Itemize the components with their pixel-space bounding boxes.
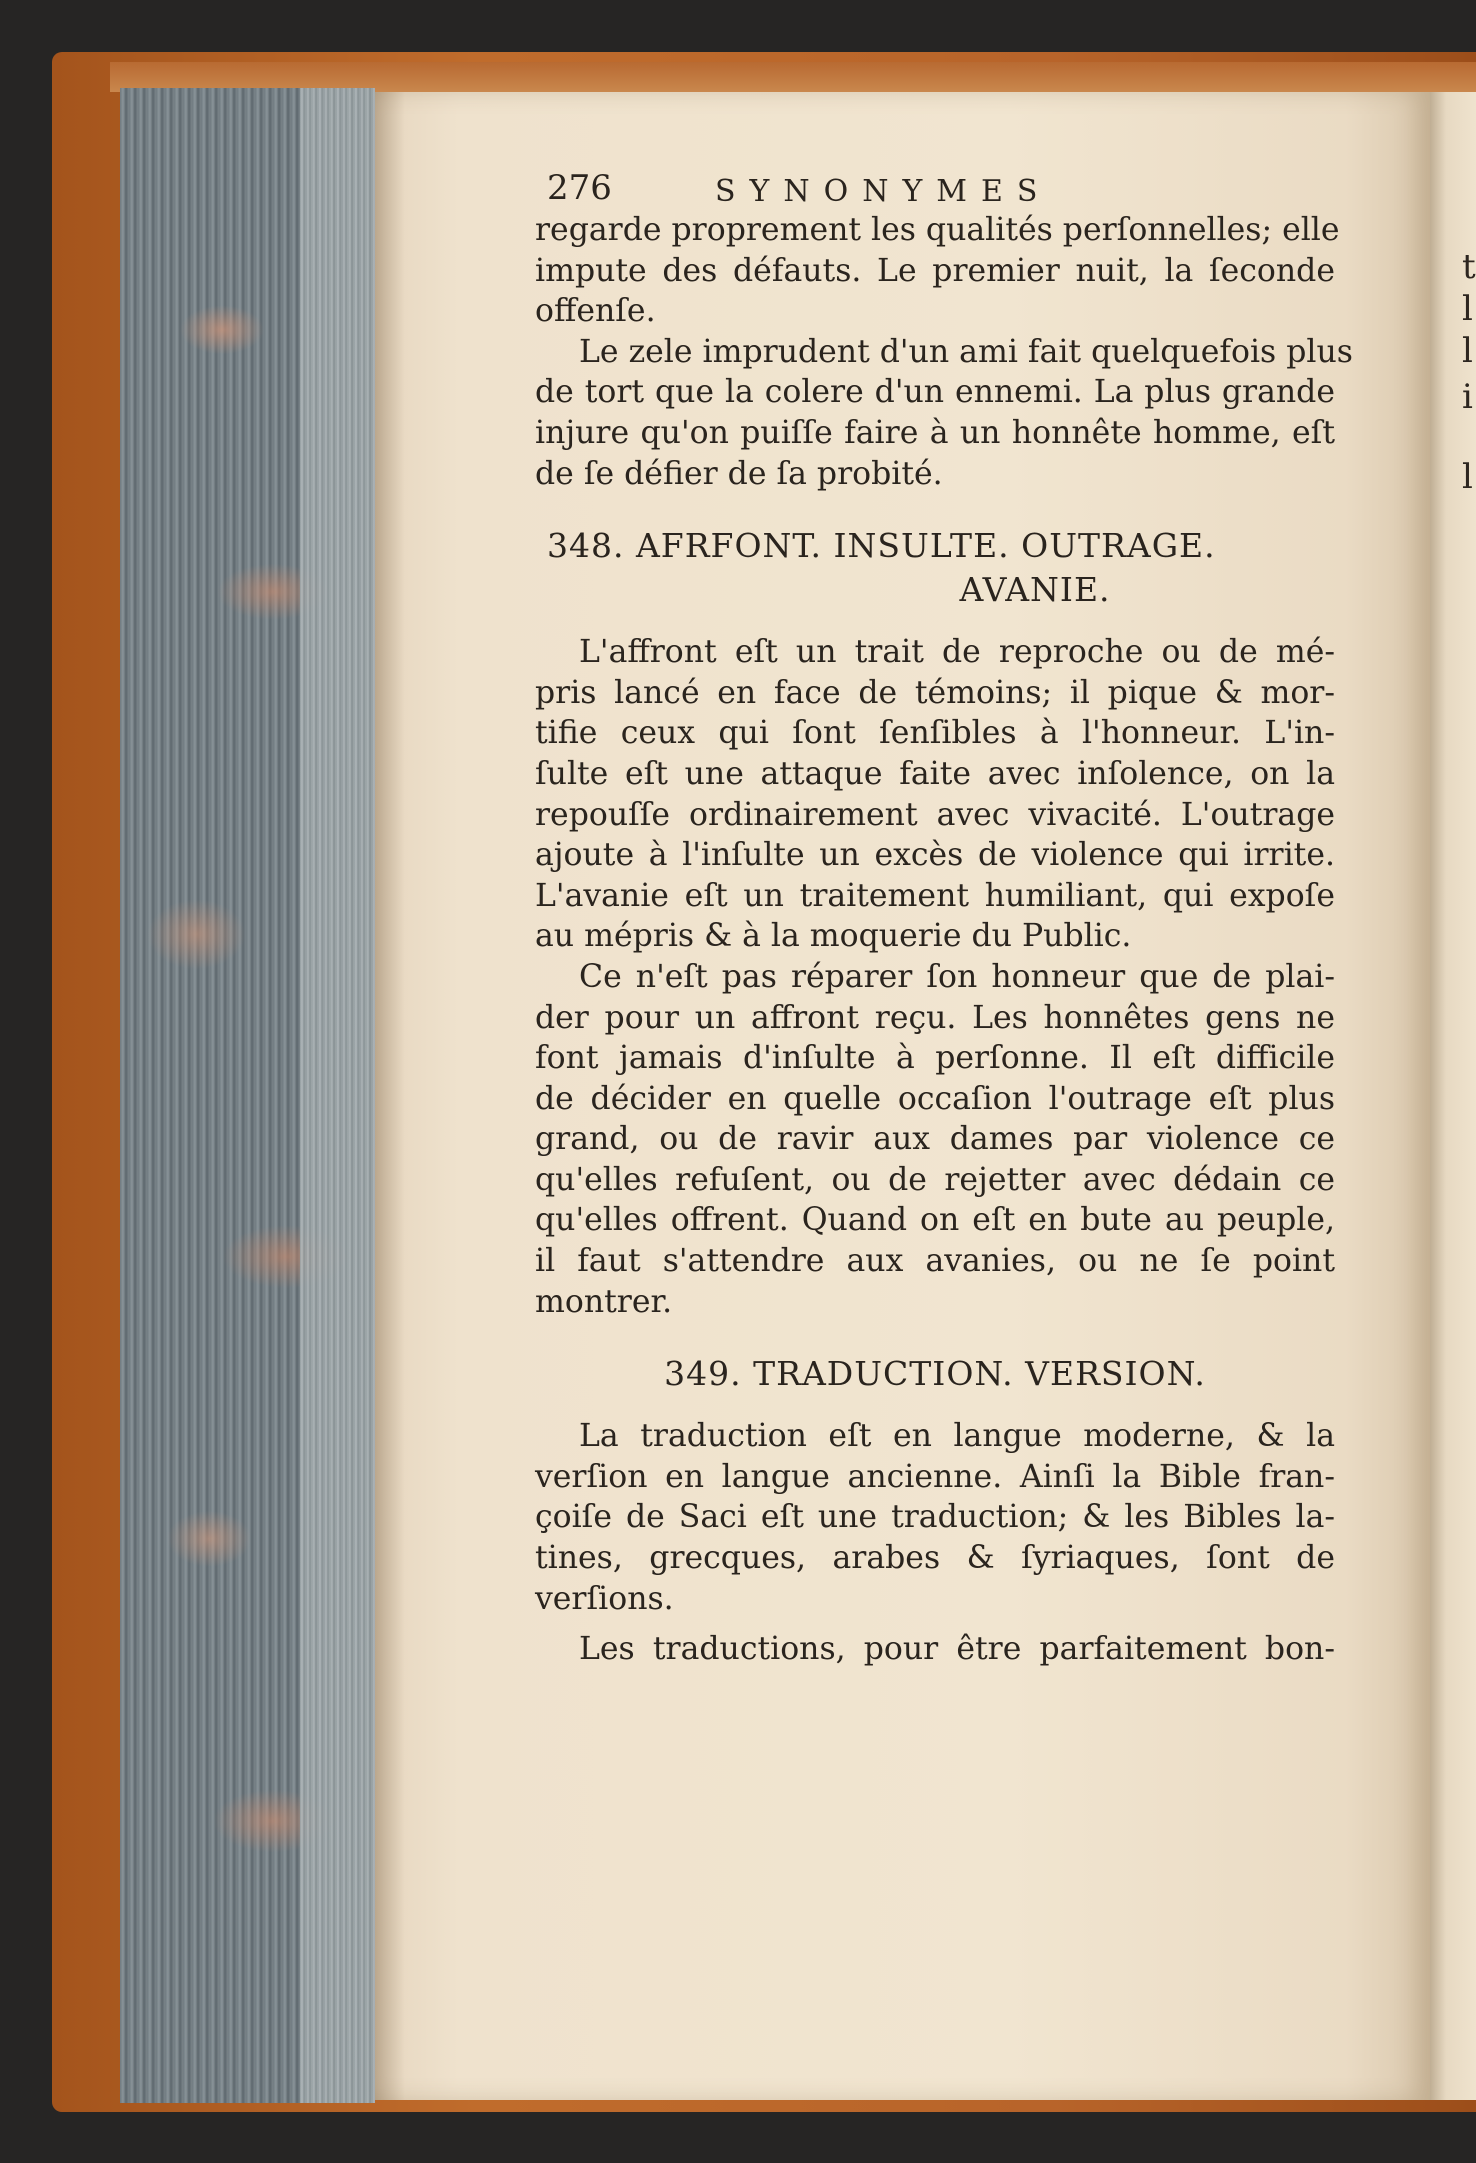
text-line: çoiſe de Saci eſt une traduction; & les Bibles la- (535, 1499, 1335, 1536)
text-line: repouſſe ordinairement avec vivacité. L'outrage (535, 796, 1335, 833)
example-paragraph (535, 957, 1335, 1322)
page-block-edge (300, 88, 375, 2103)
facing-page-fragment: t (1462, 247, 1476, 287)
text-line: font jamais d'inſulte à perſonne. Il eſt difficile (535, 1040, 1335, 1077)
text-line: impute des défauts. Le premier nuit, la ſeconde (535, 252, 1335, 289)
text-line: grand, ou de ravir aux dames par violence ce (535, 1121, 1335, 1158)
text-line: L'avanie eſt un traitement humiliant, qui expoſe (535, 877, 1335, 914)
text-line: tines, grecques, arabes & ſyriaques, ſont de (535, 1540, 1335, 1577)
definition-paragraph (535, 1416, 1335, 1619)
gutter-shadow (375, 92, 405, 2100)
running-title: SYNONYMES (715, 174, 1052, 209)
text-line: der pour un affront reçu. Les honnêtes gens ne (535, 999, 1335, 1036)
example-paragraph (535, 332, 1353, 494)
text-line: L'affront eſt un trait de reproche ou de mé- (579, 634, 1335, 671)
heading-line: 349. TRADUCTION. VERSION. (664, 1354, 1206, 1394)
text-line: il faut s'attendre aux avanies, ou ne ſe point (535, 1243, 1335, 1280)
page-number: 276 (547, 168, 612, 208)
facing-page-fragment: l (1462, 289, 1473, 329)
text-line: pris lancé en face de témoins; il pique & mor- (535, 674, 1335, 711)
text-line: Ce n'eſt pas réparer ſon honneur que de plai- (579, 958, 1335, 995)
facing-page-fragment: l (1462, 331, 1473, 371)
facing-page-fragment: i (1462, 377, 1473, 417)
text-line: verſion en langue ancienne. Ainſi la Bible fran- (535, 1458, 1335, 1495)
text-line: tifie ceux qui ſont ſenſibles à l'honneur. L'in- (535, 715, 1335, 752)
page-header (535, 168, 1335, 210)
text-line: Les traductions, pour être parfaitement bon- (579, 1631, 1335, 1668)
section-heading-349 (535, 1352, 1335, 1396)
text-line: ſulte eſt une attaque faite avec inſolence, on la (535, 755, 1335, 792)
text-line: Le zele imprudent d'un ami fait quelquefois plus (579, 333, 1353, 370)
text-line: verſions. (535, 1580, 674, 1617)
text-line: de ſe défier de ſa probité. (535, 455, 943, 492)
text-line: regarde proprement les qualités perſonnelles; elle (535, 212, 1340, 248)
section-heading-348 (535, 524, 1335, 612)
definition-paragraph (535, 632, 1335, 957)
facing-page-fragment: l (1462, 457, 1473, 497)
heading-line: AVANIE. (959, 570, 1111, 610)
text-line: qu'elles offrent. Quand on eſt en bute au peuple, (535, 1202, 1335, 1239)
text-line: offenſe. (535, 293, 656, 330)
continuation-paragraph (535, 210, 1340, 332)
text-line: montrer. (535, 1283, 673, 1320)
example-paragraph (535, 1629, 1335, 1670)
text-line: La traduction eſt en langue moderne, & la (579, 1418, 1335, 1455)
spacer (535, 1619, 1335, 1629)
text-line: au mépris & à la moquerie du Public. (535, 918, 1132, 955)
text-line: de décider en quelle occaſion l'outrage eſt plus (535, 1080, 1335, 1117)
text-line: de tort que la colere d'un ennemi. La plus grande (535, 374, 1335, 411)
heading-line: 348. AFRFONT. INSULTE. OUTRAGE. (547, 526, 1216, 566)
text-line: injure qu'on puiſſe faire à un honnête homme, eſt (535, 414, 1335, 451)
text-line: qu'elles refuſent, ou de rejetter avec dédain ce (535, 1161, 1335, 1198)
text-line: ajoute à l'inſulte un excès de violence qui irrite. (535, 837, 1335, 874)
page-text (535, 168, 1353, 1670)
